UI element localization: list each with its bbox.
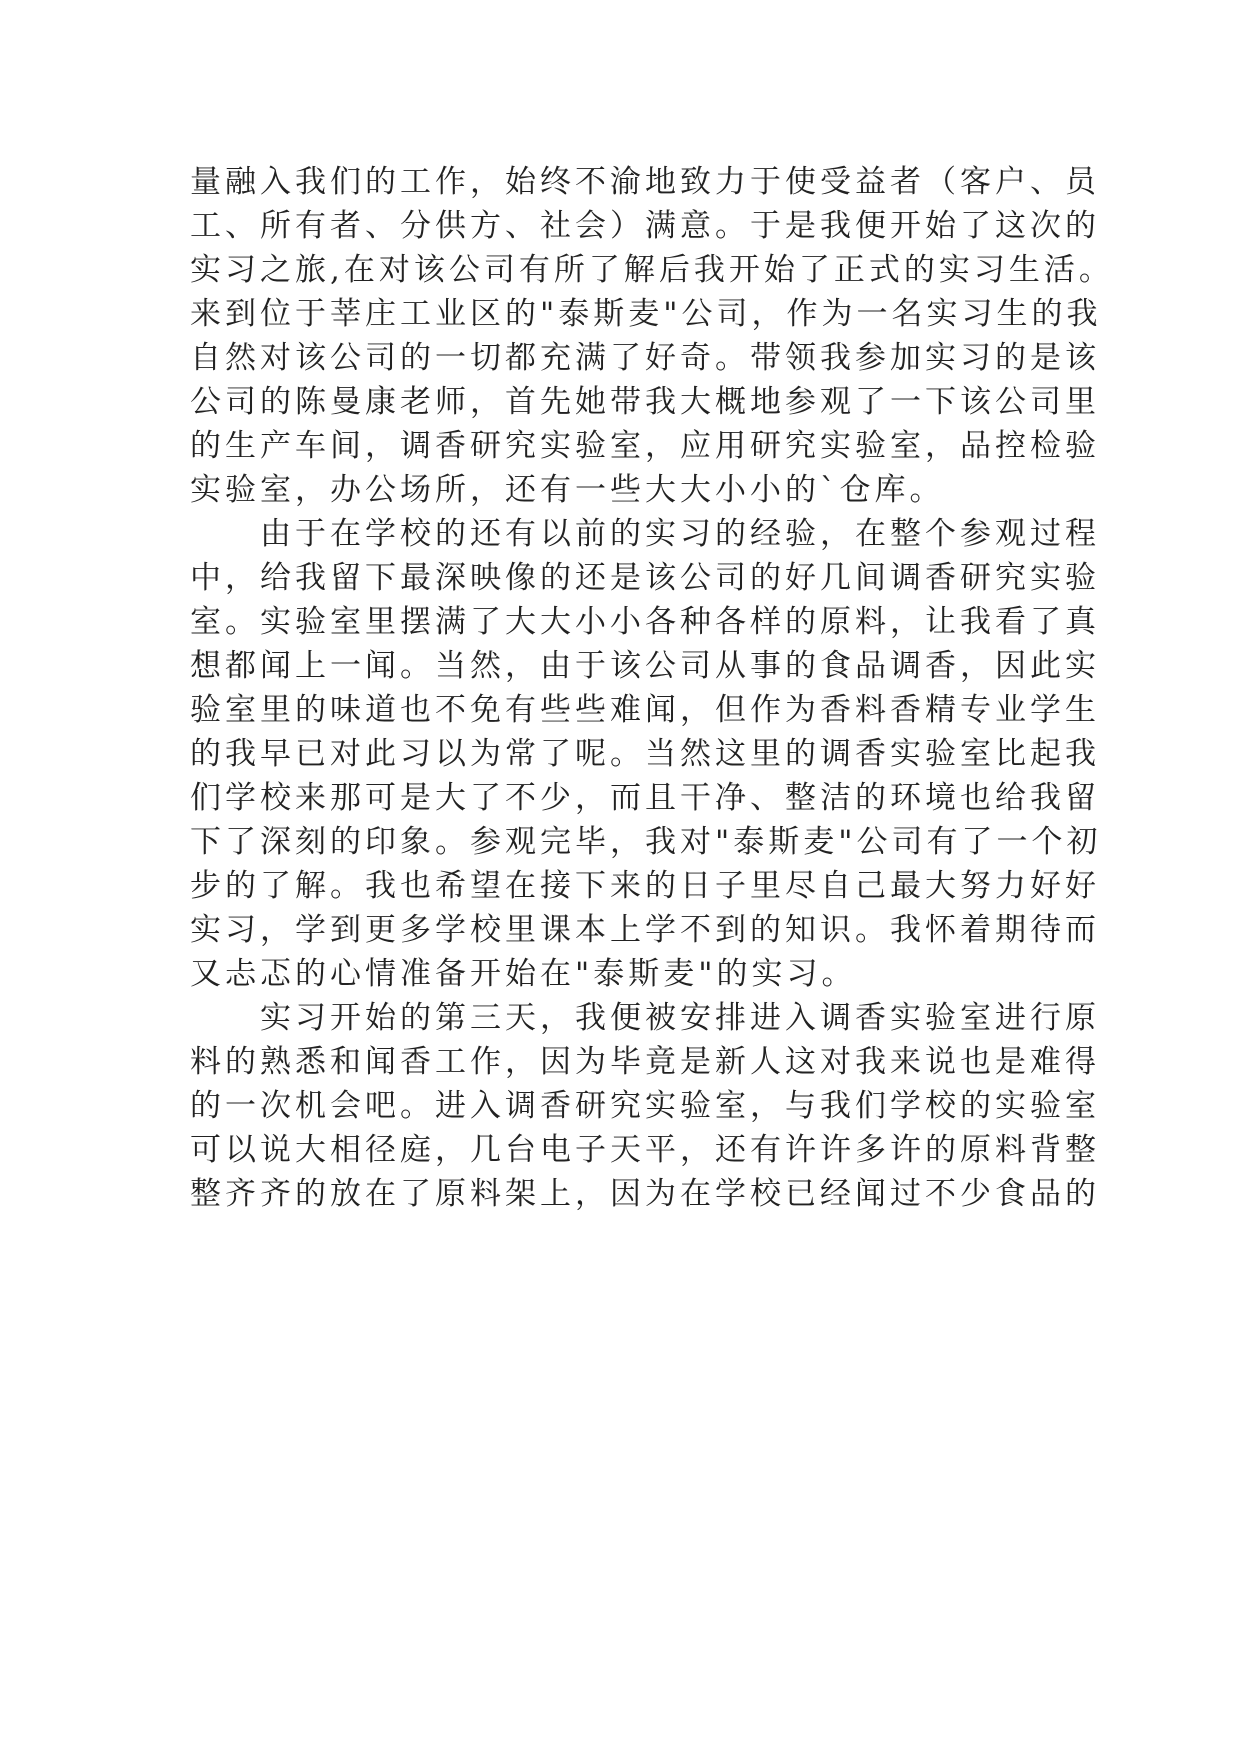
text-line: 实验室，办公场所，还有一些大大小小的`仓库。 [190, 472, 945, 508]
text-line: 的生产车间，调香研究实验室，应用研究实验室，品控检验 [190, 428, 1100, 464]
text-line: 由于在学校的还有以前的实习的经验，在整个参观过程 [190, 516, 1100, 552]
text-line: 整齐齐的放在了原料架上，因为在学校已经闻过不少食品的 [190, 1176, 1100, 1212]
text-line: 的一次机会吧。进入调香研究实验室，与我们学校的实验室 [190, 1088, 1100, 1124]
text-line: 下了深刻的印象。参观完毕，我对"泰斯麦"公司有了一个初 [190, 824, 1102, 860]
text-line: 公司的陈曼康老师，首先她带我大概地参观了一下该公司里 [190, 384, 1100, 420]
text-line: 又忐忑的心情准备开始在"泰斯麦"的实习。 [190, 956, 857, 992]
text-line: 想都闻上一闻。当然，由于该公司从事的食品调香，因此实 [190, 648, 1100, 684]
text-line: 步的了解。我也希望在接下来的日子里尽自己最大努力好好 [190, 868, 1100, 904]
text-line: 工、所有者、分供方、社会）满意。于是我便开始了这次的 [190, 208, 1100, 244]
text-line: 自然对该公司的一切都充满了好奇。带领我参加实习的是该 [190, 340, 1100, 376]
text-line: 可以说大相径庭，几台电子天平，还有许许多许的原料背整 [190, 1132, 1100, 1168]
text-line: 中，给我留下最深映像的还是该公司的好几间调香研究实验 [190, 560, 1100, 596]
text-line: 们学校来那可是大了不少，而且干净、整洁的环境也给我留 [190, 780, 1100, 816]
text-line: 来到位于莘庄工业区的"泰斯麦"公司，作为一名实习生的我 [190, 296, 1102, 332]
text-line: 料的熟悉和闻香工作，因为毕竟是新人这对我来说也是难得 [190, 1044, 1100, 1080]
text-line: 室。实验室里摆满了大大小小各种各样的原料，让我看了真 [190, 604, 1100, 640]
text-line: 实习开始的第三天，我便被安排进入调香实验室进行原 [190, 1000, 1100, 1036]
text-line: 验室里的味道也不免有些些难闻，但作为香料香精专业学生 [190, 692, 1100, 728]
text-line: 量融入我们的工作，始终不渝地致力于使受益者（客户、员 [190, 164, 1100, 200]
text-line: 实习之旅,在对该公司有所了解后我开始了正式的实习生活。 [190, 252, 1114, 288]
text-line: 的我早已对此习以为常了呢。当然这里的调香实验室比起我 [190, 736, 1100, 772]
text-line: 实习，学到更多学校里课本上学不到的知识。我怀着期待而 [190, 912, 1100, 948]
body-text [190, 160, 1114, 1216]
